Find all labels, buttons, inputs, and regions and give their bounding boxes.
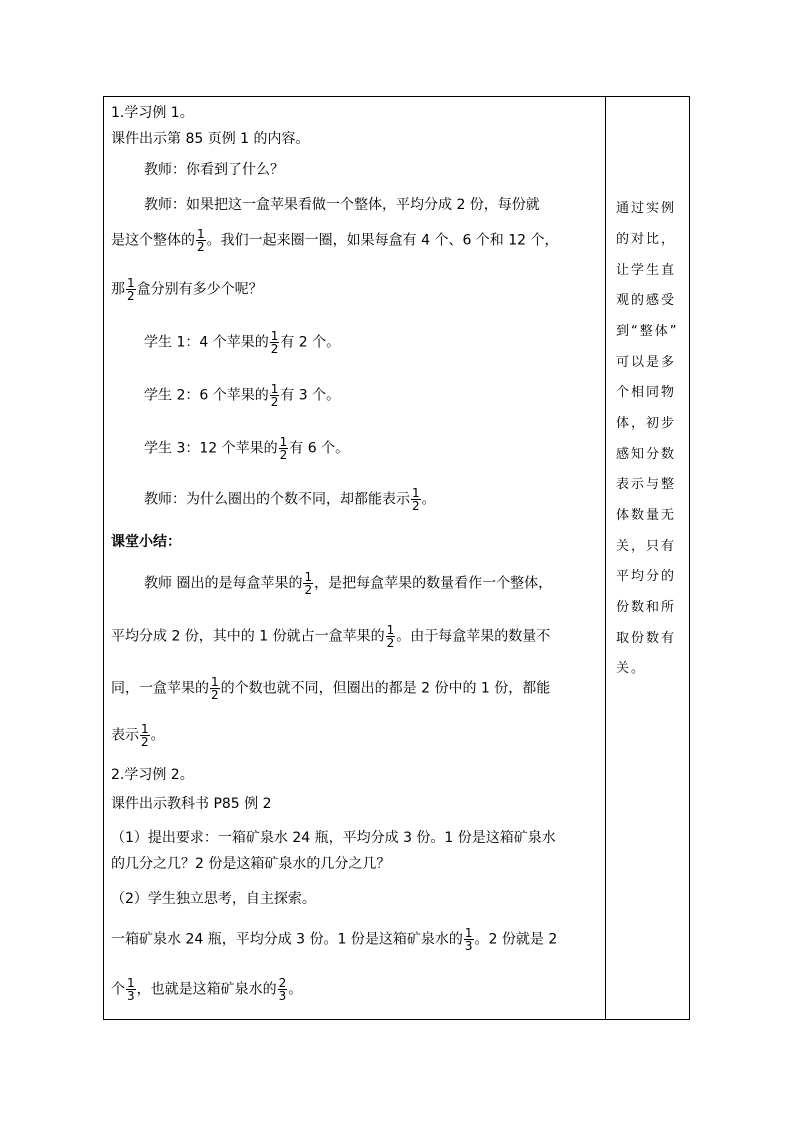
side-note-line: 表示与整 bbox=[616, 477, 677, 492]
fraction-one-half: $\frac{1}{2}$ bbox=[386, 623, 395, 650]
example2-answer-a: 一箱矿泉水 24 瓶，平均分成 3 份。1 份是这箱矿泉水的 $\frac{1}{3}$ 。2 份就是 2 bbox=[111, 926, 558, 953]
example2-answer-b: 个 $\frac{1}{3}$ ，也就是这箱矿泉水的 $\frac{2}{3}$ 。 bbox=[111, 976, 303, 1003]
side-note-line: 取份数有 bbox=[616, 631, 677, 646]
example2-line1: 课件出示教科书 P85 例 2 bbox=[111, 796, 272, 812]
fraction-one-half: $\frac{1}{2}$ bbox=[412, 486, 420, 513]
fraction-one-half: $\frac{1}{2}$ bbox=[197, 227, 205, 254]
student-1-answer: 学生 1：4 个苹果的 $\frac{1}{2}$ 有 2 个。 bbox=[144, 329, 341, 356]
side-note-line: 的对比， bbox=[616, 232, 677, 247]
side-note-line: 体，初步 bbox=[616, 416, 677, 431]
side-note-line: 关，只有 bbox=[616, 539, 677, 554]
side-note-line: 可以是多 bbox=[616, 355, 677, 370]
student-3-answer: 学生 3：12 个苹果的 $\frac{1}{2}$ 有 6 个。 bbox=[144, 435, 350, 462]
example2-requirement-a: （1）提出要求：一箱矿泉水 24 瓶，平均分成 3 份。1 份是这箱矿泉水 bbox=[111, 830, 556, 846]
example2-think: （2）学生独立思考，自主探索。 bbox=[111, 891, 316, 907]
fraction-one-half: $\frac{1}{2}$ bbox=[141, 722, 149, 749]
side-note-column bbox=[606, 97, 690, 1019]
side-note-line: 让学生直 bbox=[616, 263, 677, 278]
fraction-one-half: $\frac{1}{2}$ bbox=[270, 382, 279, 409]
summary-line-3: 同，一盒苹果的 $\frac{1}{2}$ 的个数也就不同，但圈出的都是 2 份中的 1 份，都能 bbox=[111, 675, 551, 702]
fraction-two-thirds: $\frac{2}{3}$ bbox=[278, 976, 287, 1003]
side-note-line: 感知分数 bbox=[616, 447, 677, 462]
teacher-question-1: 教师：你看到了什么？ bbox=[144, 162, 284, 178]
teacher-para1-c: 那 $\frac{1}{2}$ 盒分别有多少个呢？ bbox=[111, 276, 263, 303]
summary-line-4: 表示 $\frac{1}{2}$ 。 bbox=[111, 722, 165, 749]
summary-line-2: 平均分成 2 份，其中的 1 份就占一盒苹果的 $\frac{1}{2}$ 。由于每盒苹果的数量不 bbox=[111, 623, 551, 650]
teacher-para1-b: 是这个整体的 $\frac{1}{2}$ 。我们一起来圈一圈，如果每盒有 4 个、6 个和 12 个， bbox=[111, 227, 559, 254]
fraction-one-half: $\frac{1}{2}$ bbox=[279, 435, 288, 462]
teacher-para1-a: 教师：如果把这一盒苹果看做一个整体，平均分成 2 份，每份就 bbox=[144, 197, 540, 213]
example2-heading: 2.学习例 2。 bbox=[111, 767, 194, 783]
fraction-one-third: $\frac{1}{3}$ bbox=[464, 926, 473, 953]
side-note-line: 平均分的 bbox=[616, 569, 677, 584]
fraction-one-third: $\frac{1}{3}$ bbox=[127, 976, 135, 1003]
side-note-line: 关。 bbox=[616, 661, 647, 676]
lesson-table bbox=[103, 96, 690, 1020]
side-note-line: 份数和所 bbox=[616, 600, 677, 615]
fraction-one-half: $\frac{1}{2}$ bbox=[127, 276, 135, 303]
summary-heading: 课堂小结： bbox=[111, 534, 181, 550]
side-note-line: 观的感受 bbox=[616, 293, 677, 308]
example1-line1: 课件出示第 85 页例 1 的内容。 bbox=[111, 131, 310, 147]
main-column bbox=[111, 97, 601, 1019]
example2-requirement-b: 的几分之几？2 份是这箱矿泉水的几分之几？ bbox=[111, 856, 391, 872]
summary-line-1: 教师 圈出的是每盒苹果的 $\frac{1}{2}$ ，是把每盒苹果的数量看作一个整体， bbox=[144, 570, 553, 597]
side-note-line: 个相同物 bbox=[616, 385, 677, 400]
side-note-line: 通过实例 bbox=[616, 201, 677, 216]
fraction-one-half: $\frac{1}{2}$ bbox=[211, 675, 219, 702]
teacher-question-2: 教师：为什么圈出的个数不同，却都能表示 $\frac{1}{2}$ 。 bbox=[144, 486, 436, 513]
fraction-one-half: $\frac{1}{2}$ bbox=[270, 329, 279, 356]
side-note-line: 体数量无 bbox=[616, 508, 677, 523]
example1-heading: 1.学习例 1。 bbox=[111, 105, 194, 121]
student-2-answer: 学生 2：6 个苹果的 $\frac{1}{2}$ 有 3 个。 bbox=[144, 382, 341, 409]
side-note-line: 到“整体” bbox=[616, 324, 679, 339]
fraction-one-half: $\frac{1}{2}$ bbox=[304, 570, 313, 597]
